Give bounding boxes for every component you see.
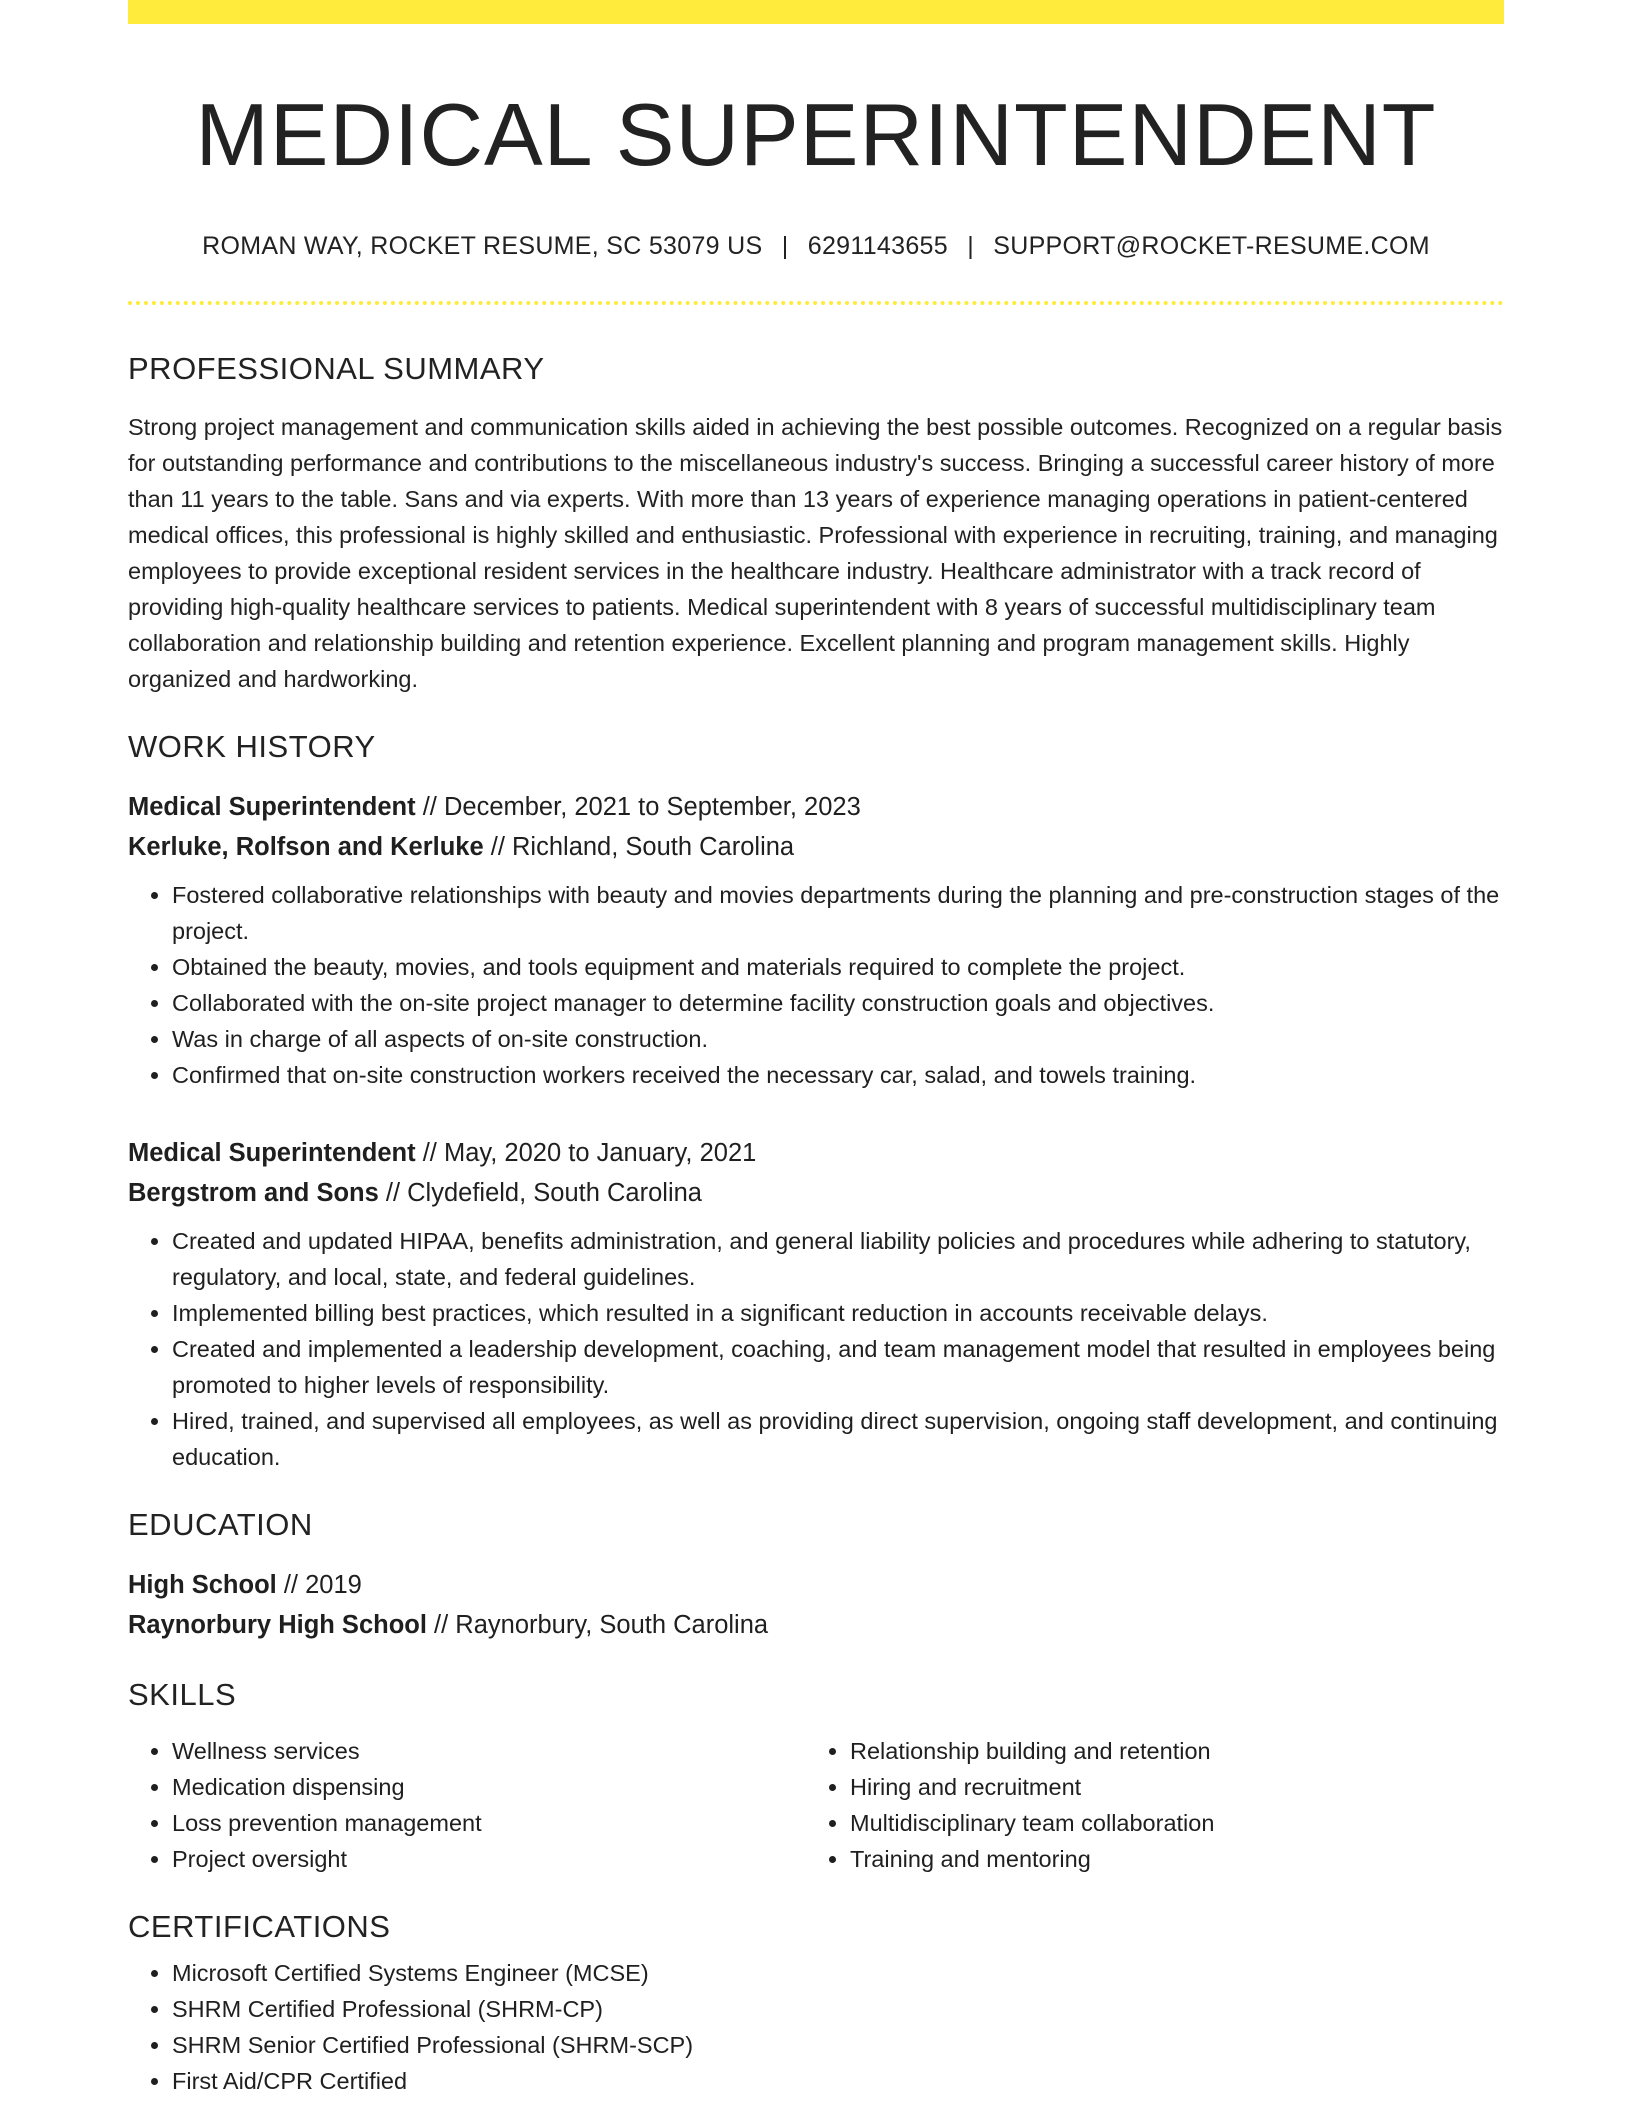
list-item: • Relationship building and retention	[850, 1733, 1480, 1769]
list-item: • Fostered collaborative relationships with beauty and movies departments during the planning and pre-construction stages of the project.	[172, 877, 1504, 949]
job-entry	[128, 1133, 1504, 1475]
list-item: • Project oversight	[172, 1841, 806, 1877]
list-item: • Collaborated with the on-site project manager to determine facility construction goals and objectives.	[172, 985, 1504, 1021]
list-item: • Medication dispensing	[172, 1769, 806, 1805]
list-item: • Training and mentoring	[850, 1841, 1480, 1877]
list-item: • Obtained the beauty, movies, and tools equipment and materials required to complete the project.	[172, 949, 1504, 985]
job-company: Kerluke, Rolfson and Kerluke	[128, 832, 484, 861]
separator: |	[967, 231, 974, 260]
job-dates: // May, 2020 to January, 2021	[422, 1138, 757, 1167]
skills-column-right	[806, 1733, 1480, 1877]
accent-bar	[128, 0, 1504, 24]
job-location: // Clydefield, South Carolina	[385, 1178, 702, 1207]
list-item: • Hiring and recruitment	[850, 1769, 1480, 1805]
job-bullets	[128, 1223, 1504, 1475]
list-item: • Implemented billing best practices, which resulted in a significant reduction in accounts receivable delays.	[172, 1295, 1504, 1331]
education-year: // 2019	[283, 1570, 362, 1599]
list-item: • Loss prevention management	[172, 1805, 806, 1841]
job-position: Medical Superintendent	[128, 792, 416, 821]
skills-grid	[128, 1733, 1504, 1877]
certifications-list	[128, 1955, 1504, 2099]
section-title-education: EDUCATION	[128, 1506, 313, 1542]
job-company: Bergstrom and Sons	[128, 1178, 379, 1207]
phone: 6291143655	[807, 231, 948, 260]
separator: |	[781, 231, 789, 260]
job-bullets	[128, 877, 1504, 1093]
section-title-work: WORK HISTORY	[128, 728, 376, 764]
job-company-line	[128, 1173, 1504, 1213]
section-title-skills: SKILLS	[128, 1676, 237, 1712]
resume-page	[128, 0, 1504, 2099]
list-item: • Created and updated HIPAA, benefits administration, and general liability policies and procedures while adhering to statutory, regulatory, and local, state, and federal guidelines.	[172, 1223, 1504, 1295]
address: ROMAN WAY, ROCKET RESUME, SC 53079 US	[202, 231, 763, 260]
education-school-line	[128, 1605, 1504, 1645]
contact-line	[128, 232, 1504, 261]
education-entry	[128, 1565, 1504, 1645]
education-school: Raynorbury High School	[128, 1610, 427, 1639]
job-position-line	[128, 1133, 1504, 1173]
education-degree-line	[128, 1565, 1504, 1605]
education-location: // Raynorbury, South Carolina	[434, 1610, 769, 1639]
job-entry	[128, 787, 1504, 1093]
list-item: • SHRM Certified Professional (SHRM-CP)	[172, 1991, 1504, 2027]
list-item: • Wellness services	[172, 1733, 806, 1769]
section-title-certifications: CERTIFICATIONS	[128, 1908, 391, 1944]
list-item: • Was in charge of all aspects of on-site construction.	[172, 1021, 1504, 1057]
job-location: // Richland, South Carolina	[490, 832, 795, 861]
job-company-line	[128, 827, 1504, 867]
job-position: Medical Superintendent	[128, 1138, 416, 1167]
education-degree: High School	[128, 1570, 277, 1599]
summary-text: Strong project management and communication skills aided in achieving the best possible outcomes. Recognized on a regular basis for outstanding performance and contributions to the miscellaneous industry's success. Bringing a successful career history of more than 11 years to the table. Sans and via experts. With more than 13 years of experience managing operations in patient-centered medical offices, this professional is highly skilled and enthusiastic. Professional with experience in recruiting, training, and managing employees to provide exceptional resident services in the healthcare industry. Healthcare administrator with a track record of providing high-quality healthcare services to patients. Medical superintendent with 8 years of successful multidisciplinary team collaboration and relationship building and retention experience. Excellent planning and program management skills. Highly organized and hardworking.	[128, 413, 1503, 692]
list-item: • Confirmed that on-site construction workers received the necessary car, salad, and towels training.	[172, 1057, 1504, 1093]
list-item: • Created and implemented a leadership development, coaching, and team management model that resulted in employees being promoted to higher levels of responsibility.	[172, 1331, 1504, 1403]
email: SUPPORT@ROCKET-RESUME.COM	[993, 231, 1430, 260]
list-item: • First Aid/CPR Certified	[172, 2063, 1504, 2099]
list-item: • Multidisciplinary team collaboration	[850, 1805, 1480, 1841]
list-item: • SHRM Senior Certified Professional (SHRM-SCP)	[172, 2027, 1504, 2063]
skills-column-left	[128, 1733, 806, 1877]
job-dates: // December, 2021 to September, 2023	[422, 792, 861, 821]
section-title-summary: PROFESSIONAL SUMMARY	[128, 350, 545, 386]
dotted-divider	[128, 301, 1504, 305]
job-position-line	[128, 787, 1504, 827]
list-item: • Microsoft Certified Systems Engineer (MCSE)	[172, 1955, 1504, 1991]
resume-name: MEDICAL SUPERINTENDENT	[195, 85, 1437, 184]
list-item: • Hired, trained, and supervised all employees, as well as providing direct supervision, ongoing staff development, and continuing education.	[172, 1403, 1504, 1475]
